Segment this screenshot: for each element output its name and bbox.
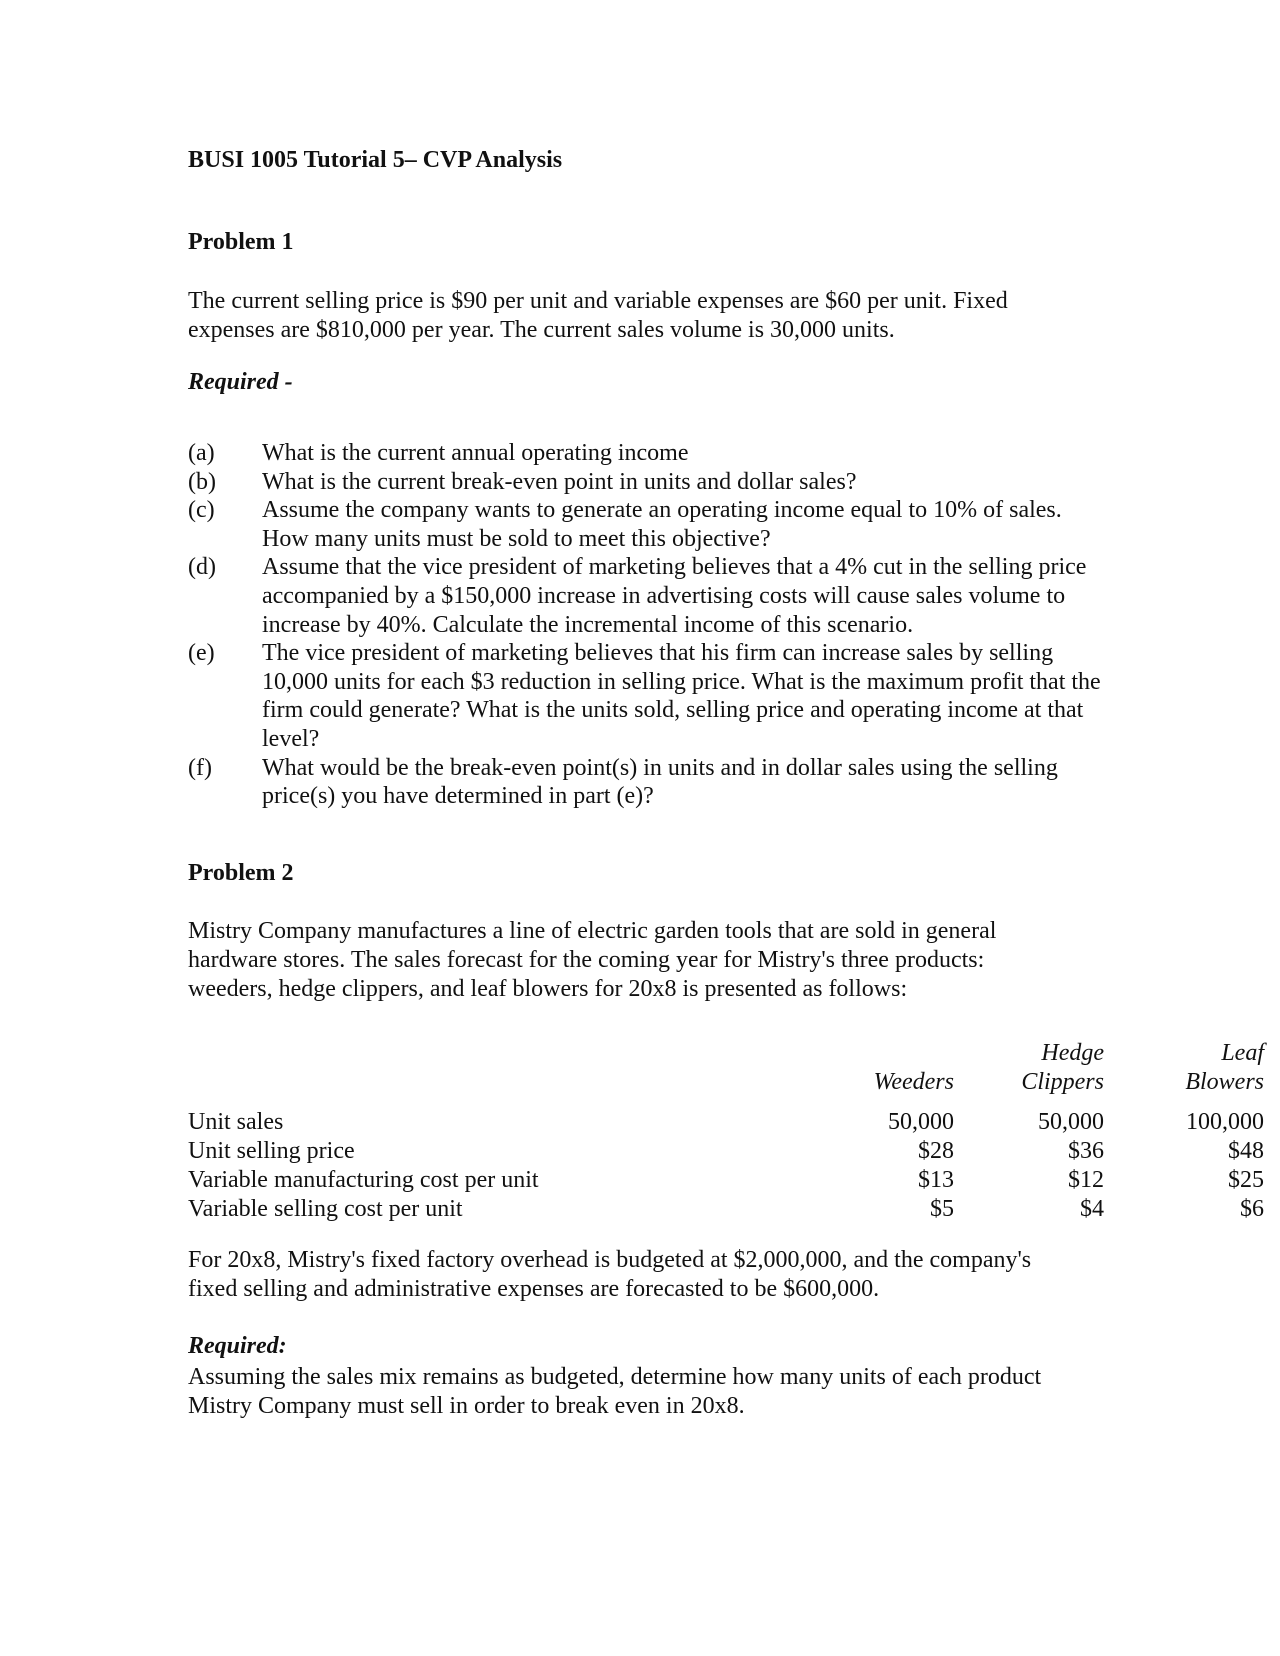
problem-1-intro: The current selling price is $90 per unit and variable expenses are $60 per unit. Fixed expenses are $810,000 per year. The current sales volume is 30,000 units. xyxy=(188,288,1008,343)
question-b xyxy=(188,468,1108,497)
question-label: (e) xyxy=(188,640,215,667)
cell-weeders: $13 xyxy=(918,1167,954,1193)
column-header-line1 xyxy=(874,1039,954,1068)
column-header-leaf-blowers xyxy=(1185,1039,1264,1097)
cell-hedge-clippers: $36 xyxy=(1068,1138,1104,1164)
fixed-costs-text: For 20x8, Mistry's fixed factory overhead is budgeted at $2,000,000, and the company's fixed selling and administrative expenses are forecasted to be $600,000. xyxy=(188,1247,1032,1302)
table-row xyxy=(188,1166,1264,1195)
question-d xyxy=(188,553,1108,639)
cell-hedge-clippers: $12 xyxy=(1068,1167,1104,1193)
column-header-line1: Leaf xyxy=(1221,1040,1264,1066)
question-c xyxy=(188,496,1108,553)
cell-hedge-clippers: $4 xyxy=(1080,1196,1104,1222)
cell-leaf-blowers: 100,000 xyxy=(1186,1109,1264,1135)
row-label: Variable manufacturing cost per unit xyxy=(188,1167,539,1193)
column-header-line2: Blowers xyxy=(1185,1069,1264,1095)
question-label: (f) xyxy=(188,754,212,781)
cell-leaf-blowers: $6 xyxy=(1240,1196,1264,1222)
column-header-line2: Weeders xyxy=(873,1069,954,1095)
question-text: The vice president of marketing believes that his firm can increase sales by selling 10,000 units for each $3 reduction in selling price. What is the maximum profit that the firm could generate? What is the units sold, selling price and operating income at that level? xyxy=(262,640,1101,752)
cell-weeders: 50,000 xyxy=(888,1109,954,1135)
question-text: Assume the company wants to generate an operating income equal to 10% of sales. How many units must be sold to meet this objective? xyxy=(262,497,1062,552)
question-a xyxy=(188,439,1108,468)
question-text: What is the current break-even point in units and dollar sales? xyxy=(262,468,857,495)
row-label: Variable selling cost per unit xyxy=(188,1196,463,1222)
problem-1-questions xyxy=(188,439,1108,811)
problem-2-required-text: Assuming the sales mix remains as budgeted, determine how many units of each product Mistry Company must sell in order to break even in 20x8. xyxy=(188,1364,1042,1419)
problem-1-required-label: Required - xyxy=(188,369,293,395)
question-f xyxy=(188,754,1108,811)
cell-weeders: $28 xyxy=(918,1138,954,1164)
table-row xyxy=(188,1137,1264,1166)
question-e xyxy=(188,639,1108,753)
column-header-line1: Hedge xyxy=(1041,1040,1104,1066)
problem-2-heading: Problem 2 xyxy=(188,860,294,886)
question-label: (b) xyxy=(188,468,216,495)
row-label: Unit selling price xyxy=(188,1138,355,1164)
column-header-line2: Clippers xyxy=(1021,1069,1104,1095)
row-label: Unit sales xyxy=(188,1109,284,1135)
problem-1-heading: Problem 1 xyxy=(188,229,294,255)
question-label: (d) xyxy=(188,554,216,581)
column-header-weeders xyxy=(874,1039,954,1097)
question-text: Assume that the vice president of marketing believes that a 4% cut in the selling price accompanied by a $150,000 increase in advertising costs will cause sales volume to increase by 40%. Calculate the incremental income of this scenario. xyxy=(262,554,1087,638)
cell-hedge-clippers: 50,000 xyxy=(1038,1109,1104,1135)
table-row xyxy=(188,1108,1264,1137)
column-header-hedge-clippers xyxy=(1021,1039,1104,1097)
question-label: (a) xyxy=(188,440,215,466)
document-title: BUSI 1005 Tutorial 5– CVP Analysis xyxy=(188,147,563,173)
cell-leaf-blowers: $48 xyxy=(1228,1138,1264,1164)
problem-2-intro: Mistry Company manufactures a line of electric garden tools that are sold in general hardware stores. The sales forecast for the coming year for Mistry's three products: weeders, hedge clippers, and leaf blowers for 20x8 is presented as follows: xyxy=(188,918,997,1002)
question-label: (c) xyxy=(188,497,215,524)
cell-weeders: $5 xyxy=(930,1196,954,1222)
question-text: What is the current annual operating income xyxy=(262,440,689,466)
question-text: What would be the break-even point(s) in units and in dollar sales using the selling price(s) you have determined in part (e)? xyxy=(262,754,1058,810)
problem-2-required-label: Required: xyxy=(188,1333,287,1359)
table-row xyxy=(188,1195,1264,1224)
cell-leaf-blowers: $25 xyxy=(1228,1167,1264,1193)
